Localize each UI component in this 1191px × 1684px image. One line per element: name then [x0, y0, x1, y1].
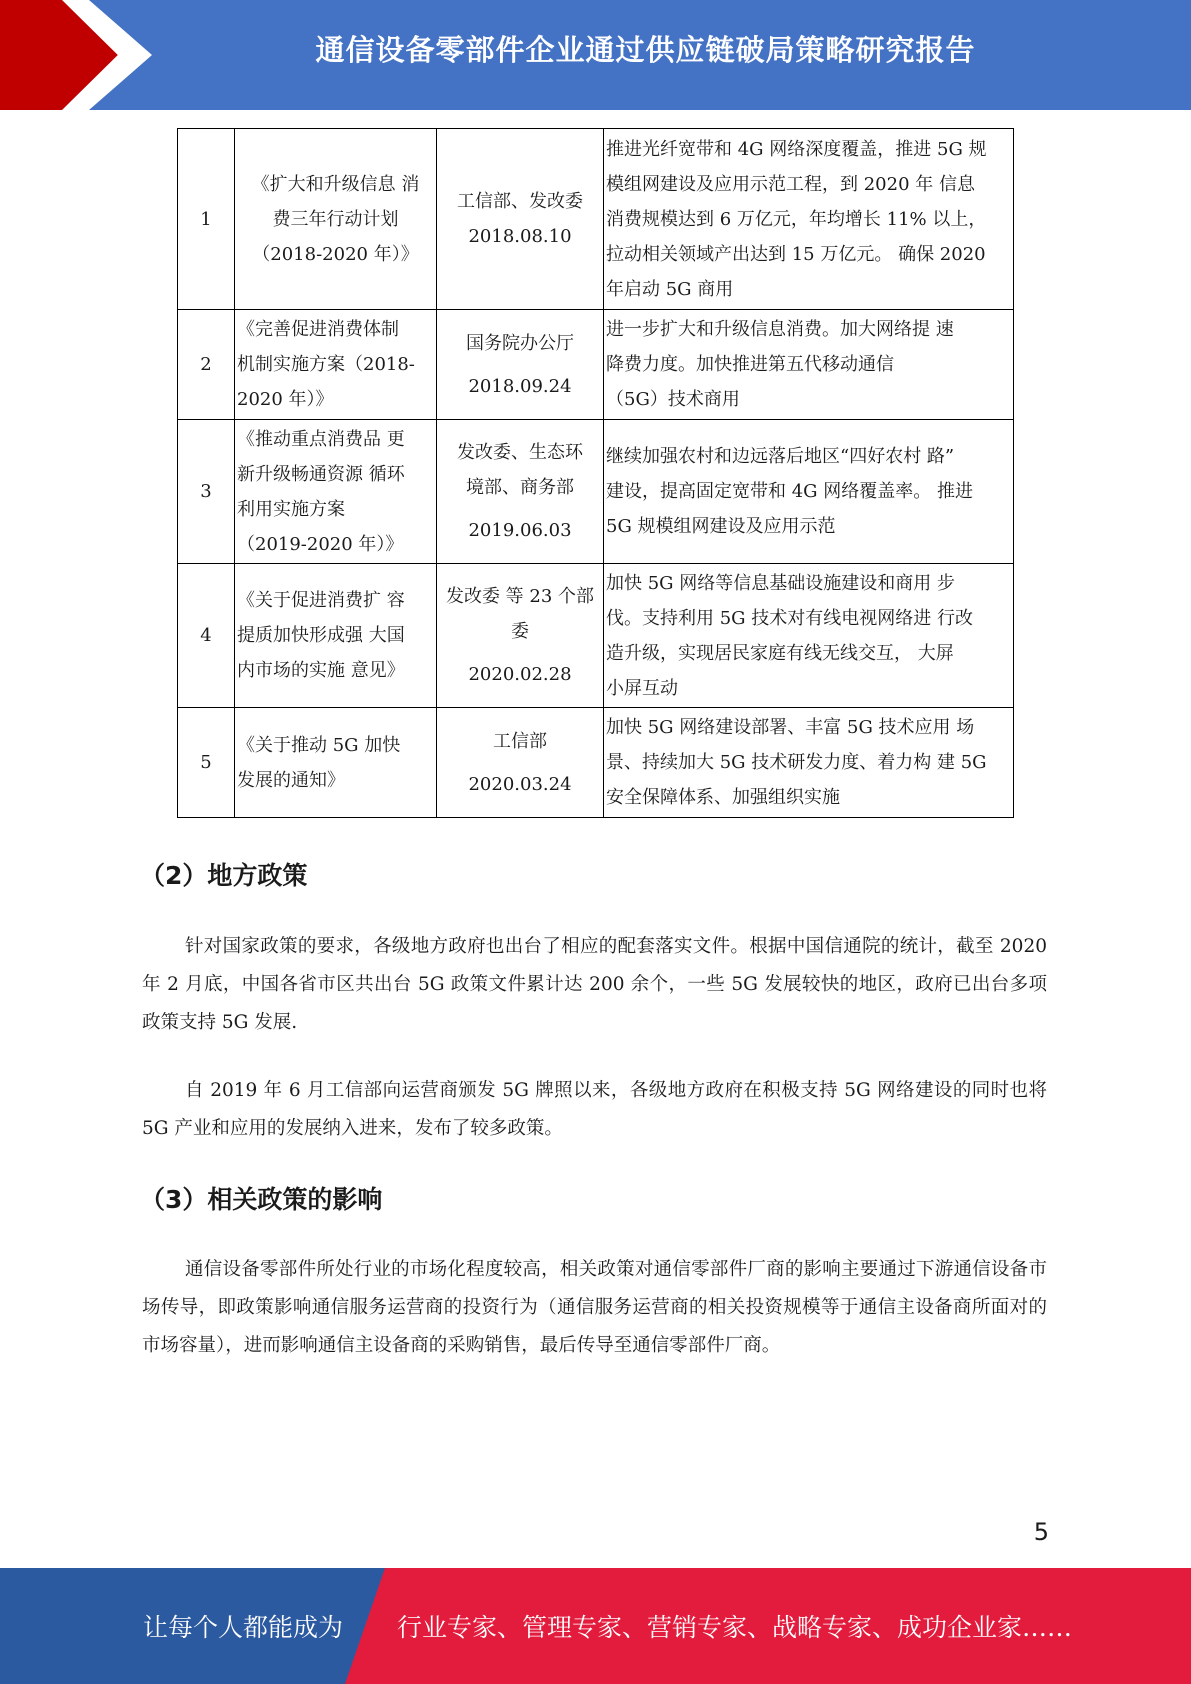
page-header [0, 0, 1191, 110]
issuing-department: 发改委 等 23 个部 委 2020.02.28 [437, 564, 604, 708]
issuing-department: 发改委、生态环 境部、商务部 2019.06.03 [437, 420, 604, 564]
table-row [178, 420, 1014, 564]
paragraph: 自 2019 年 6 月工信部向运营商颁发 5G 牌照以来，各级地方政府在积极支持 5G 网络建设的同时也将 5G 产业和应用的发展纳入进来，发布了较多政策。 [142, 1080, 1047, 1139]
policy-content: 加快 5G 网络建设部署、丰富 5G 技术应用 场 景、持续加大 5G 技术研发力度、着力构 建 5G 安全保障体系、加强组织实施 [604, 708, 1014, 818]
table-row [178, 564, 1014, 708]
policy-name: 《扩大和升级信息 消 费三年行动计划 （2018-2020 年）》 [235, 129, 437, 310]
footer-slogan-left: 让每个人都能成为 [143, 1613, 344, 1642]
policy-name: 《关于推动 5G 加快 发展的通知》 [235, 708, 437, 818]
issuing-department: 工信部、发改委 2018.08.10 [437, 129, 604, 310]
policy-name: 《关于促进消费扩 容 提质加快形成强 大国 内市场的实施 意见》 [235, 564, 437, 708]
table-row [178, 708, 1014, 818]
row-number: 3 [178, 420, 235, 564]
report-title: 通信设备零部件企业通过供应链破局策略研究报告 [315, 33, 976, 67]
policy-content: 继续加强农村和边远落后地区“四好农村 路” 建设，提高固定宽带和 4G 网络覆盖率。 推进 5G 规模组网建设及应用示范 [604, 420, 1014, 564]
policy-content: 加快 5G 网络等信息基础设施建设和商用 步 伐。支持利用 5G 技术对有线电视网络进 行改 造升级，实现居民家庭有线无线交互， 大屏 小屏互动 [604, 564, 1014, 708]
issuing-department: 国务院办公厅 2018.09.24 [437, 310, 604, 420]
issuing-department: 工信部 2020.03.24 [437, 708, 604, 818]
row-number: 5 [178, 708, 235, 818]
row-number: 4 [178, 564, 235, 708]
row-number: 1 [178, 129, 235, 310]
section-heading-policy-impact: （3）相关政策的影响 [140, 1185, 383, 1214]
table-row [178, 310, 1014, 420]
policy-name: 《推动重点消费品 更 新升级畅通资源 循环 利用实施方案 （2019-2020 年）》 [235, 420, 437, 564]
policy-content: 推进光纤宽带和 4G 网络深度覆盖，推进 5G 规 模组网建设及应用示范工程，到 2020 年 信息 消费规模达到 6 万亿元，年均增长 11% 以上， 拉动相关领域产出达到 15 万亿元。 确保 2020 年启动 5G 商用 [604, 129, 1014, 310]
header-red-chevron [0, 0, 130, 110]
paragraph: 通信设备零部件所处行业的市场化程度较高，相关政策对通信零部件厂商的影响主要通过下游通信设备市场传导，即政策影响通信服务运营商的投资行为（通信服务运营商的相关投资规模等于通信主设备商所面对的市场容量），进而影响通信主设备商的采购销售，最后传导至通信零部件厂商。 [142, 1259, 1047, 1356]
footer-slogan-right: 行业专家、管理专家、营销专家、战略专家、成功企业家…… [397, 1613, 1073, 1642]
page-number: 5 [1033, 1518, 1049, 1546]
row-number: 2 [178, 310, 235, 420]
paragraph: 针对国家政策的要求，各级地方政府也出台了相应的配套落实文件。根据中国信通院的统计，截至 2020 年 2 月底，中国各省市区共出台 5G 政策文件累计达 200 余个，一些 5G 发展较快的地区，政府已出台多项政策支持 5G 发展. [142, 936, 1047, 1033]
policy-table [177, 128, 1014, 818]
table-row [178, 129, 1014, 310]
section-heading-local-policy: （2）地方政策 [140, 861, 308, 890]
page-footer [0, 1568, 1191, 1684]
policy-name: 《完善促进消费体制 机制实施方案（2018- 2020 年）》 [235, 310, 437, 420]
policy-content: 进一步扩大和升级信息消费。加大网络提 速 降费力度。加快推进第五代移动通信 （5G）技术商用 [604, 310, 1014, 420]
